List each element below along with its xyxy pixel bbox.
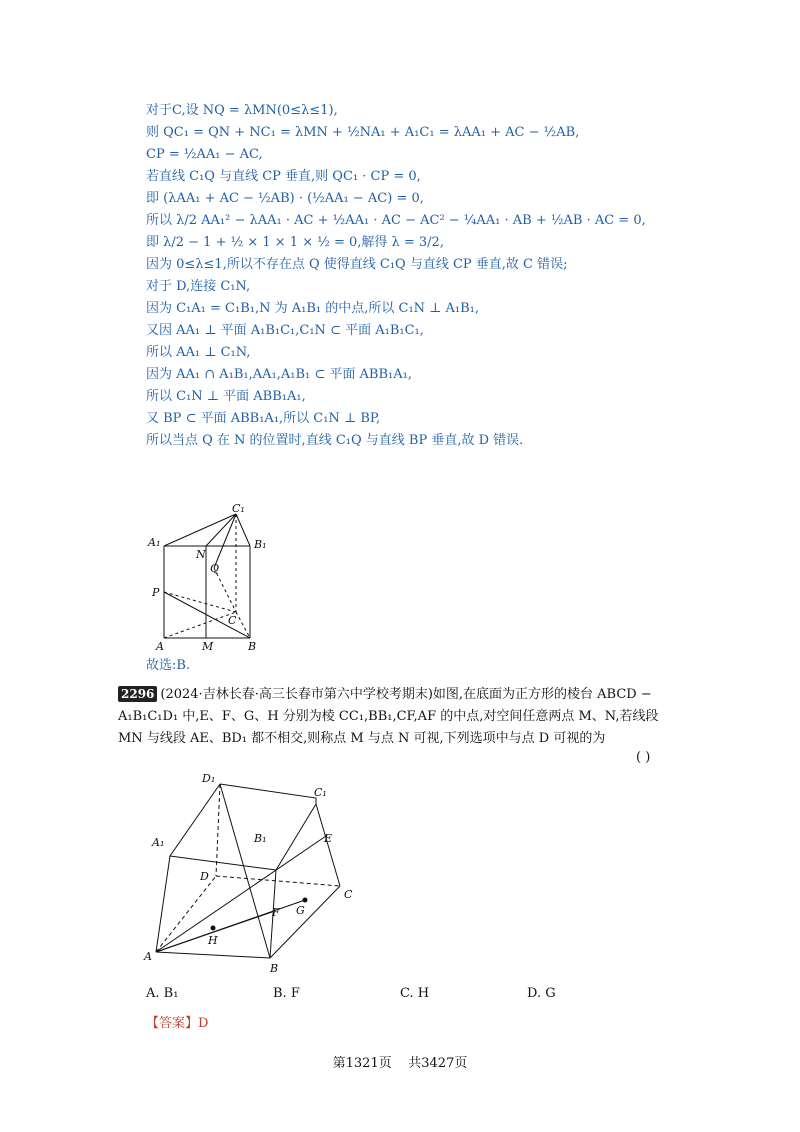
solution-line: 即 (λAA₁ + AC − ½AB) · (½AA₁ − AC) = 0, [146,191,424,206]
label-F: F [272,906,280,919]
label-M: M [202,640,214,652]
label-B: B [270,962,279,975]
label-A: A [144,950,152,963]
solution-block [146,100,706,452]
prism-figure [146,502,286,652]
solution-line: 即 λ/2 − 1 + ½ × 1 × 1 × ½ = 0,解得 λ = 3/2, [146,235,444,250]
label-E: E [324,832,333,845]
solution-line: 则 QC₁ = QN + NC₁ = λMN + ½NA₁ + A₁C₁ = λAA₁ + AC − ½AB, [146,125,580,140]
label-B1: B₁ [254,538,267,551]
option-d: D. G [527,986,556,1001]
label-A1: A₁ [152,836,165,849]
solution-line: 所以 AA₁ ⊥ C₁N, [146,345,251,360]
solution-line: 所以 λ/2 AA₁² − λAA₁ · AC + ½AA₁ · AC − AC² − ¼AA₁ · AB + ½AB · AC = 0, [146,213,646,228]
solution-line: 所以 C₁N ⊥ 平面 ABB₁A₁, [146,389,306,404]
solution-line: 对于 D,连接 C₁N, [146,279,251,294]
label-N: N [196,548,206,561]
label-Q: Q [210,562,220,575]
answer-options [146,986,654,1001]
solution-line: 对于C,设 NQ = λMN(0≤λ≤1), [146,103,338,118]
solution-line: 因为 0≤λ≤1,所以不存在点 Q 使得直线 C₁Q 与直线 CP 垂直,故 C 错误; [146,257,568,272]
label-H: H [208,934,218,947]
answer-tag: 【答案】 [146,1016,199,1031]
answer-value: D [198,1016,209,1031]
label-C1: C₁ [232,502,245,515]
point-G-dot [303,898,308,903]
solution-line: 所以当点 Q 在 N 的位置时,直线 C₁Q 与直线 BP 垂直,故 D 错误. [146,433,524,448]
problem-statement [118,684,678,750]
problem-text: (2024·吉林长春·高三长春市第六中学校考期末)如图,在底面为正方形的棱台 ABCD − A₁B₁C₁D₁ 中,E、F、G、H 分别为棱 CC₁,BB₁,CF,AF 的中点,对空间任意两点 M、N,若线段 MN 与线段 AE、BD₁ 都不相交,则称点 M 与点 N 可视,下列选项中与点 D 可视的为 [118,687,659,746]
solution-choice: 故选:B. [146,658,191,673]
label-A1: A₁ [148,536,161,549]
label-D: D [200,870,209,883]
label-B: B [248,640,257,652]
option-c: C. H [400,986,430,1001]
label-B1: B₁ [254,832,267,845]
label-D1: D₁ [202,772,216,785]
page-number: 第1321页 [332,1056,392,1071]
answer-line [146,1012,208,1031]
option-b: B. F [273,986,300,1001]
label-G: G [296,904,305,917]
page-total: 共3427页 [408,1056,468,1071]
point-H-dot [211,926,216,931]
solution-line: 又 BP ⊂ 平面 ABB₁A₁,所以 C₁N ⊥ BP, [146,411,381,426]
solution-line: 因为 AA₁ ∩ A₁B₁,AA₁,A₁B₁ ⊂ 平面 ABB₁A₁, [146,367,412,382]
label-C: C [228,614,237,627]
label-C1: C₁ [314,786,327,799]
frustum-figure [140,766,360,976]
option-a: A. B₁ [146,986,179,1001]
problem-number: 2296 [118,686,157,702]
solution-line: 若直线 C₁Q 与直线 CP 垂直,则 QC₁ · CP = 0, [146,169,421,184]
page-footer [0,1052,800,1071]
label-A: A [156,640,164,652]
solution-line: CP = ½AA₁ − AC, [146,147,263,162]
label-C: C [344,888,353,901]
solution-line: 又因 AA₁ ⊥ 平面 A₁B₁C₁,C₁N ⊂ 平面 A₁B₁C₁, [146,323,424,338]
answer-bracket: ( ) [636,750,651,765]
label-P: P [152,586,160,599]
solution-line: 因为 C₁A₁ = C₁B₁,N 为 A₁B₁ 的中点,所以 C₁N ⊥ A₁B₁, [146,301,480,316]
